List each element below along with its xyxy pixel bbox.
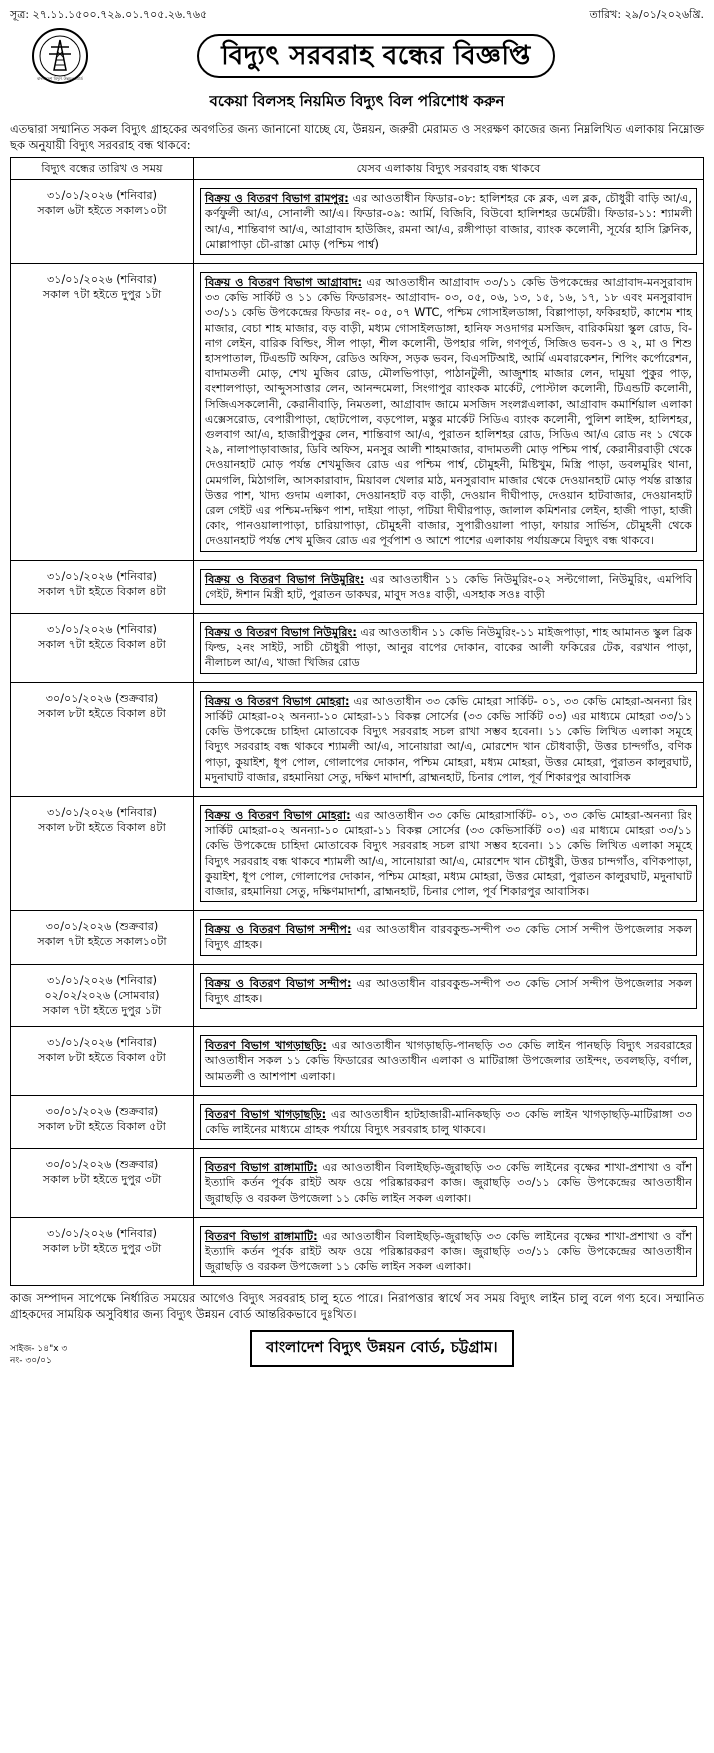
intro-paragraph: এতদ্বারা সম্মানিত সকল বিদ্যুৎ গ্রাহকের অবগতির জন্য জানানো যাচ্ছে যে, উন্নয়ন, জরুরী মেরামত ও সংরক্ষণ কাজের জন্য নিম্নলিখিত এলাকায় নিম্নোক্ত ছক অনুযায়ী বিদ্যুৎ সরবরাহ বন্ধ থাকবে: (10, 122, 704, 152)
area-box (200, 1035, 697, 1087)
area-description: এর আওতাধীন বিলাইছড়ি-জুরাছড়ি ৩৩ কেভি লাইনের বৃক্ষের শাখা-প্রশাখা ও বাঁশ ইত্যাদি কর্তন পূর্বক রাইট অফ ওয়ে পরিষ্কারকরণ কাজ। জুরাছড়ি ৩৩/১১ কেভি উপকেন্দ্রের আওতাধীন জুরাছড়ি ও বরকল উপজেলা ১১ কেভি লাইন সকল এলাকা। (205, 1229, 692, 1274)
area-box (200, 805, 697, 902)
notice-date: তারিখ: ২৯/০১/২০২৬খ্রি. (589, 8, 704, 21)
outage-date: ৩১/০১/২০২৬ (শনিবার) (46, 1036, 158, 1050)
outage-time: সকাল ৮টা হইতে দুপুর ৩টা (42, 1241, 162, 1255)
outage-date-cell (11, 682, 194, 796)
division-name: বিক্রয় ও বিতরণ বিভাগ নিউমুরিং: (205, 626, 357, 640)
outage-date-cell (11, 1217, 194, 1286)
area-description: এর আওতাধীন বিলাইছড়ি-জুরাছড়ি ৩৩ কেভি লাইনের বৃক্ষের শাখা-প্রশাখা ও বাঁশ ইত্যাদি কর্তন পূর্বক রাইট অফ ওয়ে পরিষ্কারকরণ কাজ। জুরাছড়ি ৩৩/১১ কেভি উপকেন্দ্রের আওতাধীন জুরাছড়ি ও বরকল উপজেলা ১১ কেভি লাইন সকল এলাকা। (205, 1161, 692, 1205)
size-label: সাইজ- ১৪"x ৩ (10, 1344, 68, 1355)
outage-date-cell (11, 264, 194, 561)
outage-area-cell (194, 1217, 704, 1286)
outage-time: সকাল ৭টা হইতে সকাল১০টা (37, 935, 167, 949)
outage-area-cell (194, 614, 704, 683)
area-description: এর আওতাধীন ১১ কেভি নিউমুরিং-১১ মাইজপাড়া, শাহ আমানত স্কুল ব্রিক ফিল্ড, ২নং সাইট, সাচী চৌধুরী পাড়া, আনুর বাপের দোকান, বাকের আলী ফকিরের টেক, বরখান পাড়া, নীলাচল আ/এ, খাজা খিজির রোড (205, 626, 693, 670)
division-name: বিক্রয় ও বিতরণ বিভাগ সন্দীপ: (205, 923, 352, 937)
outage-date: ৩১/০১/২০২৬ (শনিবার) (46, 623, 158, 637)
pylon-icon (34, 30, 86, 82)
table-row (11, 180, 704, 264)
area-description: এর আওতাধীন ফিডার-০৮: হালিশহর কে ব্লক, এল ব্লক, চৌধুরী বাড়ি আ/এ, কর্ণফুলী আ/এ, সোনালী আ/এ। ফিডার-০৯: আর্মি, বিজিবি, বিউবো হালিশহর ডর্মেটরী। ফিডার-১১: শ্যামলী আ/এ, শান্তিবাগ আ/এ, আগ্রাবাদ হাউজিং, রমনা আ/এ, রঙ্গীপাড়া বাজার, ব্যাংক কলোনী, সূর্যের হাসি ক্লিনিক, মোল্লাপাড়া চৌ-রাস্তা মোড় (পশ্চিম পার্শ্ব) (205, 192, 692, 251)
division-name: বিতরণ বিভাগ রাঙ্গামাটি: (205, 1161, 318, 1175)
outage-date: ৩০/০১/২০২৬ (শুক্রবার) (45, 920, 159, 934)
outage-time: সকাল ৮টা হইতে দুপুর ৩টা (42, 1173, 162, 1187)
table-row (11, 964, 704, 1027)
outage-time: সকাল ৮টা হইতে বিকাল ৪টা (38, 821, 166, 835)
outage-time: সকাল ৮টা হইতে বিকাল ৫টা (38, 1119, 166, 1133)
outage-date: ৩০/০১/২০২৬ (শুক্রবার) (45, 691, 159, 705)
number-label: নং- ৩০/০১ (10, 1356, 52, 1367)
outage-time: সকাল ৮টা হইতে বিকাল ৫টা (38, 1051, 166, 1065)
outage-schedule-table (10, 157, 704, 1286)
table-row (11, 614, 704, 683)
area-description: এর আওতাধীন ৩৩ কেভি মোহরা সার্কিট- ০১, ৩৩ কেভি মোহরা-অনন্যা রিং সার্কিট মোহরা-০২ অনন্যা-১০ মোহরা-১১ বিকল্প সোর্সের (৩৩ কেভি সার্কিট ০৩) এর মাধ্যমে মোহরা ৩৩/১১ কেভি উপকেন্দ্রে চাহিদা মোতাবেক বিদ্যুৎ সরবরাহ সচল রাখা সম্ভব হবেনা। ১১ কেভি লিখিত এলাকা সমূহে বিদ্যুৎ সরবরাহ বন্ধ থাকবে শ্যামলী আ/এ, সানোয়ারা আ/এ, মোরশেদ খান চৌধবাড়ী, উত্তর চান্দগাঁও, বণিক পাড়া, কুয়াইশ, ধূপ পোল, গোলাপের দোকান, পশ্চিম মোহরা, মধ্যম মোহরা, উত্তর মোহরা, পুরাতন কালুরঘাট, মদুনাঘাট বাজার, রহমানিয়া সেতু, দক্ষিণ মাদার্শা, ব্রাহ্মনহাট, চিনার পোল, পূর্ব শিকারপুর আবাসিক (205, 694, 693, 784)
area-box (200, 1226, 697, 1278)
area-description: এর আওতাধীন ১১ কেভি নিউমুরিং-০২ সল্টগোলা, নিউমুরিং, এমপিবি গেইট, ঈশান মিস্ত্রী হাট, পুরাতন ডাকঘর, মাবুদ সওঃ বাড়ী, এসহাক সওঃ বাড়ী (205, 572, 692, 601)
outage-date: ৩১/০১/২০২৬ (শনিবার) ০২/০২/২০২৬ (সোমবার) (44, 973, 160, 1002)
outage-date: ৩১/০১/২০২৬ (শনিবার) (46, 1226, 158, 1240)
table-row (11, 264, 704, 561)
reference-number: সূত্র: ২৭.১১.১৫০০.৭২৯.০১.৭০৫.২৬.৭৬৫ (10, 8, 208, 21)
table-row (11, 560, 704, 613)
area-box (200, 188, 697, 255)
area-description: এর আওতাধীন ৩৩ কেভি মোহরাসার্কিট- ০১, ৩৩ কেভি মোহরা-অনন্যা রিং সার্কিট মোহরা-০২ অনন্যা-১০ মোহরা-১১ বিকল্প সোর্সের (৩৩ কেভিসার্কিট ০৩) এর মাধ্যমে মোহরা ৩৩/১১ কেভি উপকেন্দ্রে চাহিদা মোতাবেক বিদ্যুৎ সরবরাহ সচল রাখা সম্ভব হবেনা। ১১ কেভি লিখিত এলাকা সমূহে বিদ্যুৎ সরবরাহ বন্ধ থাকবে শ্যামলী আ/এ, সানোয়ারা আ/এ, মোরশেদ খান চৌধুরী, উত্তর চান্দগাঁও, বণিকপাড়া, কুয়াইশ, ধূপ পোল, গোলাপের দোকান, পশ্চিম মোহরা, মধ্যম মোহরা, উত্তর মোহরা, পুরাতন কালুরঘাট, মদুনাঘাট বাজার, রহমানিয়া সেতু, দক্ষিণমাদার্শা, ব্রাহ্মনহাট, চিনার পোল, পূর্ব শিকারপুর আবাসিক। (205, 808, 692, 898)
division-name: বিক্রয় ও বিতরণ বিভাগ মোহরা: (205, 694, 350, 708)
outage-date: ৩০/০১/২০২৬ (শুক্রবার) (45, 1158, 159, 1172)
outage-time: সকাল ৮টা হইতে বিকাল ৪টা (38, 706, 166, 720)
outage-area-cell (194, 180, 704, 264)
outage-area-cell (194, 682, 704, 796)
outage-area-cell (194, 964, 704, 1027)
table-row (11, 1027, 704, 1096)
table-header-row (11, 158, 704, 180)
outage-date: ৩১/০১/২০২৬ (শনিবার) (46, 569, 158, 583)
outage-date-cell (11, 796, 194, 910)
reference-row (10, 8, 704, 22)
area-description: এর আওতাধীন আগ্রাবাদ ৩৩/১১ কেভি উপকেন্দ্রের আগ্রাবাদ-মনসুরাবাদ ৩৩ কেভি সার্কিট ও ১১ কেভি ফিডারসং- আগ্রাবাদ- ০৩, ০৫, ০৬, ১৩, ১৫, ১৬, ১৭, ১৮ এবং মনসুরাবাদ ৩৩/১১ কেভি উপকেন্দ্রের ফিডার নং- ০৫, ০৭ WTC, পশ্চিম গোসাইলডাঙ্গা, বিল্লাপাড়া, ফকিরহাট, কাশেম শাহ মাজার, বেচা শাহ মাজার, বড় বাড়ী, মধ্যম গোসাইলডাঙ্গা, হানিফ সওদাগর মসজিদ, বারিকমিয়া স্কুল রোড, বি-নাগ লেইন, বারিক বিল্ডিং, সীল পাড়া, শীল কলোনী, উপহার গলি, গণপূর্ত, সিজিও ভবন-১ ও ২, মা ও শিশু হাসপাতাল, টিএন্ডটি অফিস, রেডিও অফিস, সড়ক ভবন, বিএসটিআই, আর্মি এমবারকেশন, শিপিং কর্পোরেশন, বাদামতলী মোড়, শেখ মুজিব রোড, মৌলভিপাড়া, পাঠানটুলী, আজুশাহ মাজার লেন, দামুয়া পুকুর পাড়, বংশালপাড়া, আব্দুসসাত্তার লেন, আনন্দমেলা, সিংগাপুর ব্যাংকক মার্কেট, পোস্টাল কলোনী, টিএন্ডটি কলোনী, সিজিএসকলোনী, কেরানীবাড়ি, নিমতলা, আগ্রাবাদ জামে মসজিদ সংলগ্নএলাকা, আগ্রাবাদ কমার্শিয়াল এলাকা এক্সেসরোড, বেপারীপাড়া, ছোটপোল, বড়পোল, মস্তুর মার্কেট সিডিএ ব্যাংক কলোনী, পুলিশ লাইন্স, হালিশহর, গুলবাগ আ/এ, হাজারীপুকুর লেন, শান্তিবাগ আ/এ, পুরাতন হালিশহর রোড, সিডিএ আ/এ রোড নং ১ থেকে ২৯, নালাপাড়াবাজার, ডিবি অফিস, মনসুর আলী শাহমাজার, বাদামতলী মোড় পশ্চিম পার্শ্ব, কেরানীরবাড়ী থেকে দেওয়ানহাট মোড় পর্যন্ত শেখমুজিব রোড এর পশ্চিম পার্শ্ব, চৌমুহনী, মিষ্টিখুম, মিস্ত্রি পাড়া, ডবলমুরিং থানা, মেমগলি, মিঠাগলি, আসকারাবাদ, মিয়াবল খেলার মাঠ, মনসুরাবাদ মাজার থেকে দেওয়ানহাট মোড় পর্যন্ত রাস্তার উত্তর পাশ, খাদ্য গুদাম এলাকা, দেওয়ানহাট বড় বাড়ী, দেওয়ান দীঘীপাড়, দেওয়ান হাটবাজার, দেওয়ানহাট রেল গেইট এর পশ্চিম-দক্ষিণ পাশ, দাইয়া পাড়া, পটিয়া দীঘীরপাড়, জালাল কমিশনার লেইন, হাজী পাড়া, হাজী কোং, পানওয়ালাপাড়া, চারিয়াপাড়া, চৌমুহনী বাজার, সুপারীওয়ালা পাড়া, ফায়ার সার্ভিস, চৌমুহনী থেকে দেওয়ানহাট পর্যন্ত শেখ মুজিব রোড এর পূর্বপাশ ও আশে পাশের এলাকায় পর্যায়ক্রমে বিদ্যুৎ বন্ধ থাকবে। (205, 276, 692, 548)
outage-area-cell (194, 560, 704, 613)
outage-area-cell (194, 911, 704, 964)
area-description: এর আওতাধীন হাটহাজারী-মানিকছড়ি ৩৩ কেভি লাইন খাগড়াছড়ি-মাটিরাঙ্গা ৩৩ কেভি লাইনের মাধ্যমে গ্রাহক পর্যায়ে বিদ্যুৎ সরবরাহ চালু থাকবে। (205, 1107, 692, 1136)
outage-area-cell (194, 796, 704, 910)
division-name: বিক্রয় ও বিতরণ বিভাগ নিউমুরিং: (205, 572, 365, 586)
area-description: এর আওতাধীন বারবকুন্ড-সন্দীপ ৩৩ কেভি সোর্স সন্দীপ উপজেলার সকল বিদ্যুৎ গ্রাহক। (205, 923, 693, 952)
area-box (200, 1104, 697, 1140)
outage-time: সকাল ৭টা হইতে দুপুর ১টা (42, 288, 162, 302)
organization-name: বাংলাদেশ বিদ্যুৎ উন্নয়ন বোর্ড, চট্টগ্রাম। (250, 1330, 514, 1367)
area-box (200, 622, 697, 674)
division-name: বিক্রয় ও বিতরণ বিভাগ রামপুর: (205, 192, 349, 206)
outage-date: ৩১/০১/২০২৬ (শনিবার) (46, 189, 158, 203)
notice-header (10, 26, 704, 86)
table-row (11, 1217, 704, 1286)
outage-date: ৩১/০১/২০২৬ (শনিবার) (46, 805, 158, 819)
division-name: বিতরণ বিভাগ খাগড়াছড়ি: (205, 1039, 327, 1053)
outage-date-cell (11, 964, 194, 1027)
outage-area-cell (194, 1027, 704, 1096)
area-box (200, 691, 697, 788)
table-row (11, 796, 704, 910)
table-row (11, 1149, 704, 1218)
logo-caption: বাংলাদেশ বিদ্যুৎ উন্নয়ন বোর্ড (36, 76, 83, 81)
outage-area-cell (194, 264, 704, 561)
notice-page (10, 0, 704, 1367)
table-row (11, 682, 704, 796)
outage-date: ৩১/০১/২০২৬ (শনিবার) (46, 273, 158, 287)
table-row (11, 911, 704, 964)
header-date-time: বিদ্যুৎ বন্ধের তারিখ ও সময় (11, 158, 194, 180)
division-name: বিতরণ বিভাগ খাগড়াছড়ি: (205, 1107, 327, 1121)
outage-date-cell (11, 1149, 194, 1218)
title-wrap (48, 34, 704, 78)
outage-date-cell (11, 560, 194, 613)
bottom-row (10, 1330, 704, 1367)
area-box (200, 1157, 697, 1209)
area-description: এর আওতাধীন খাগড়াছড়ি-পানছড়ি ৩৩ কেভি লাইন পানছড়ি বিদ্যুৎ সরবরাহের আওতাধীন সকল ১১ কেভি ফিডারের আওতাধীন এলাকা ও মাটিরাঙ্গা উপজেলার তাইন্দং, তবলছড়ি, বর্ণাল, আমতলী ও আশপাশ এলাকা। (205, 1039, 693, 1083)
area-description: এর আওতাধীন বারবকুন্ড-সন্দীপ ৩৩ কেভি সোর্স সন্দীপ উপজেলার সকল বিদ্যুৎ গ্রাহক। (205, 976, 693, 1005)
notice-subtitle: বকেয়া বিলসহ নিয়মিত বিদ্যুৎ বিল পরিশোধ করুন (209, 92, 505, 110)
division-name: বিক্রয় ও বিতরণ বিভাগ মোহরা: (205, 808, 351, 822)
outage-date-cell (11, 1095, 194, 1148)
footer-note: কাজ সম্পাদন সাপেক্ষে নির্ধারিত সময়ের আগেও বিদ্যুৎ সরবরাহ চালু হতে পারে। নিরাপত্তার স্বার্থে সব সময় বিদ্যুৎ লাইন চালু বলে গণ্য হবে। সম্মানিত গ্রাহকদের সাময়িক অসুবিধার জন্য বিদ্যুৎ উন্নয়ন বোর্ড আন্তরিকভাবে দুঃখিত। (10, 1291, 704, 1322)
area-box (200, 569, 697, 605)
area-box (200, 973, 697, 1009)
area-box (200, 272, 697, 552)
division-name: বিতরণ বিভাগ রাঙ্গামাটি: (205, 1229, 318, 1243)
outage-time: সকাল ৭টা হইতে বিকাল ৪টা (38, 638, 166, 652)
outage-date: ৩০/০১/২০২৬ (শুক্রবার) (45, 1104, 159, 1118)
size-info (10, 1343, 210, 1367)
outage-date-cell (11, 1027, 194, 1096)
table-row (11, 1095, 704, 1148)
outage-date-cell (11, 911, 194, 964)
outage-date-cell (11, 180, 194, 264)
notice-title: বিদ্যুৎ সরবরাহ বন্ধের বিজ্ঞপ্তি (197, 34, 555, 78)
division-name: বিক্রয় ও বিতরণ বিভাগ সন্দীপ: (205, 976, 352, 990)
outage-time: সকাল ৭টা হইতে দুপুর ১টা (42, 1003, 162, 1017)
header-areas: যেসব এলাকায় বিদ্যুৎ সরবরাহ বন্ধ থাকবে (194, 158, 704, 180)
outage-time: সকাল ৬টা হইতে সকাল১০টা (37, 204, 167, 218)
area-box (200, 919, 697, 955)
outage-time: সকাল ৭টা হইতে বিকাল ৪টা (38, 584, 166, 598)
outage-area-cell (194, 1149, 704, 1218)
outage-area-cell (194, 1095, 704, 1148)
division-name: বিক্রয় ও বিতরণ বিভাগ আগ্রাবাদ: (205, 276, 362, 290)
outage-date-cell (11, 614, 194, 683)
bpdb-logo (32, 28, 88, 84)
